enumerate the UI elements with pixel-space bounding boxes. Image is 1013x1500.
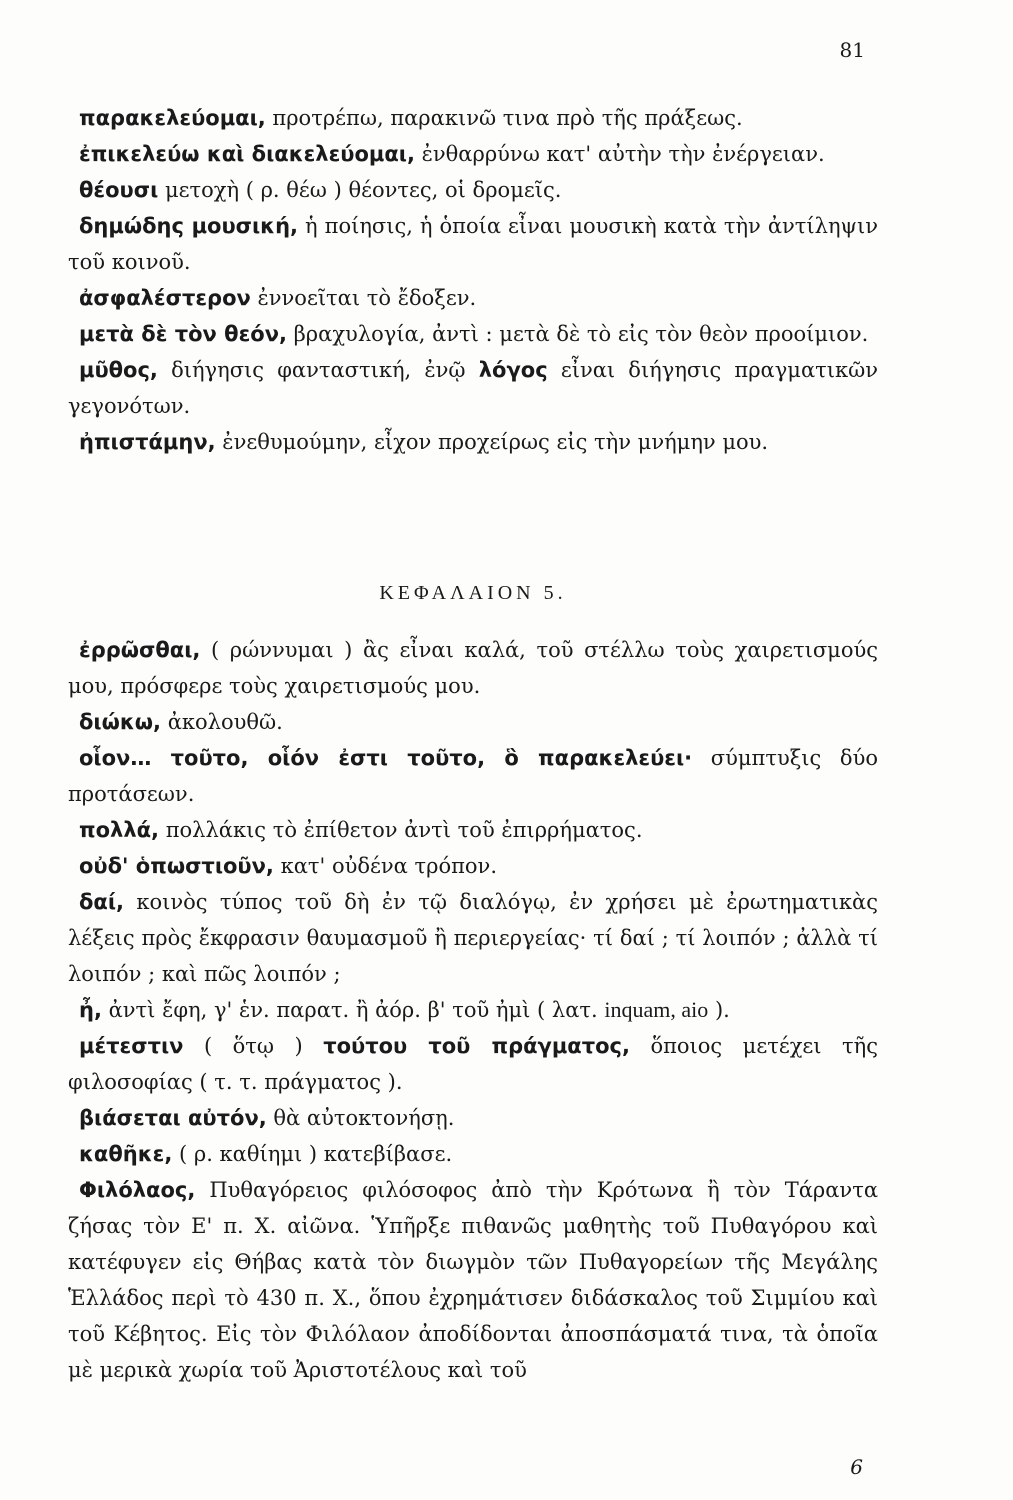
definition: πολλάκις τὸ ἐπίθετον ἀντὶ τοῦ ἐπιρρήματος. bbox=[159, 818, 643, 842]
entry bbox=[68, 992, 878, 1028]
definition: μετοχὴ ( ρ. θέω ) θέοντες, οἱ δρομεῖς. bbox=[158, 178, 562, 202]
lemma: παρακελεύομαι, bbox=[79, 106, 266, 130]
entry bbox=[68, 352, 878, 424]
lemma: ἐρρῶσθαι, bbox=[79, 638, 201, 662]
definition: ( ὅτῳ ) bbox=[183, 1034, 324, 1058]
definition: βραχυλογία, ἀντὶ : μετὰ δὲ τὸ εἰς τὸν θεὸν προοίμιον. bbox=[286, 322, 869, 346]
entry bbox=[68, 740, 878, 812]
lemma: ἦ, bbox=[79, 998, 102, 1022]
entry bbox=[68, 848, 878, 884]
lemma: λόγος bbox=[478, 358, 548, 382]
lemma: πολλά, bbox=[79, 818, 160, 842]
entry bbox=[68, 208, 878, 280]
definition: ). bbox=[708, 998, 730, 1022]
definition: σύμπτυξις δύο προτάσεων. bbox=[68, 746, 878, 806]
entry bbox=[68, 100, 878, 136]
definition: ἐννοεῖται τὸ ἔδοξεν. bbox=[250, 286, 477, 310]
lemma: δαί, bbox=[79, 890, 125, 914]
lemma: βιάσεται αὐτόν, bbox=[79, 1106, 267, 1130]
lemma: ἐπικελεύω καὶ διακελεύομαι, bbox=[79, 142, 415, 166]
signature-mark: 6 bbox=[850, 1455, 863, 1479]
definition: κοινὸς τύπος τοῦ δὴ ἐν τῷ διαλόγῳ, ἐν χρήσει μὲ ἐρωτηματικὰς λέξεις πρὸς ἔκφρασιν θαυμασμοῦ ἢ περιεργείας· τί δαί ; τί λοιπόν ; ἀλλὰ τί λοιπόν ; καὶ πῶς λοιπόν ; bbox=[68, 890, 878, 986]
lemma: μετὰ δὲ τὸν θεόν, bbox=[79, 322, 287, 346]
definition: ἀκολουθῶ. bbox=[161, 710, 283, 734]
lemma: δημώδης μουσική, bbox=[79, 214, 299, 238]
entry bbox=[68, 316, 878, 352]
definition: ἐνθαρρύνω κατ' αὐτὴν τὴν ἐνέργειαν. bbox=[414, 142, 825, 166]
latin-gloss: inquam, aio bbox=[604, 997, 709, 1022]
entry bbox=[68, 632, 878, 704]
lemma: οὐδ' ὁπωστιοῦν, bbox=[79, 854, 274, 878]
chapter-heading: ΚΕΦΑΛΑΙΟΝ 5. bbox=[379, 582, 567, 604]
definition: ἀντὶ ἔφη, γ' ἑν. παρατ. ἢ ἀόρ. β' τοῦ ἠμὶ ( λατ. bbox=[101, 998, 605, 1022]
lemma: θέουσι bbox=[79, 178, 159, 202]
definition: εἶναι διήγησις πραγματικῶν γεγονότων. bbox=[68, 358, 878, 418]
definition: ὅποιος μετέχει τῆς φιλοσοφίας ( τ. τ. πράγματος ). bbox=[68, 1034, 878, 1094]
entry bbox=[68, 1028, 878, 1100]
entry bbox=[68, 884, 878, 992]
lemma: τούτου τοῦ πράγματος, bbox=[323, 1034, 630, 1058]
lemma: Φιλόλαος, bbox=[79, 1178, 196, 1202]
definition: κατ' οὐδένα τρόπον. bbox=[273, 854, 498, 878]
definition: θὰ αὐτοκτονήσῃ. bbox=[266, 1106, 455, 1130]
definition: ἐνεθυμούμην, εἶχον προχείρως εἰς τὴν μνήμην μου. bbox=[215, 430, 769, 454]
lemma: μῦθος, bbox=[79, 358, 158, 382]
definition: ( ρώννυμαι ) ἂς εἶναι καλά, τοῦ στέλλω τοὺς χαιρετισμούς μου, πρόσφερε τοὺς χαιρετισμούς μου. bbox=[68, 638, 878, 698]
definition: ἡ ποίησις, ἡ ὁποία εἶναι μουσικὴ κατὰ τὴν ἀντίληψιν τοῦ κοινοῦ. bbox=[68, 214, 878, 274]
entry bbox=[68, 1136, 878, 1172]
entry bbox=[68, 172, 878, 208]
lemma: καθῆκε, bbox=[79, 1142, 173, 1166]
entry bbox=[68, 136, 878, 172]
lemma: μέτεστιν bbox=[79, 1034, 184, 1058]
lemma: διώκω, bbox=[79, 710, 162, 734]
entry bbox=[68, 1100, 878, 1136]
entry bbox=[68, 424, 878, 460]
page-number: 81 bbox=[839, 38, 865, 62]
lemma: ἠπιστάμην, bbox=[79, 430, 216, 454]
definition: Πυθαγόρειος φιλόσοφος ἀπὸ τὴν Κρότωνα ἢ τὸν Τάραντα ζήσας τὸν Ε' π. Χ. αἰῶνα. Ὑπῆρξε πιθανῶς μαθητὴς τοῦ Πυθαγόρου καὶ κατέφυγεν εἰς Θήβας κατὰ τὸν διωγμὸν τῶν Πυθαγορείων τῆς Μεγάλης Ἑλλάδος περὶ τὸ 430 π. Χ., ὅπου ἐχρημάτισεν διδάσκαλος τοῦ Σιμμίου καὶ τοῦ Κέβητος. Εἰς τὸν Φιλόλαον ἀποδίδονται ἀποσπάσματά τινα, τὰ ὁποῖα μὲ μερικὰ χωρία τοῦ Ἀριστοτέλους καὶ τοῦ bbox=[68, 1178, 878, 1382]
lemma: ἀσφαλέστερον bbox=[79, 286, 251, 310]
definition: ( ρ. καθίημι ) κατεβίβασε. bbox=[172, 1142, 453, 1166]
definition: προτρέπω, παρακινῶ τινα πρὸ τῆς πράξεως. bbox=[265, 106, 743, 130]
entry bbox=[68, 704, 878, 740]
entry bbox=[68, 812, 878, 848]
glossary-top bbox=[68, 100, 878, 460]
definition: διήγησις φανταστική, ἐνῷ bbox=[157, 358, 479, 382]
entry bbox=[68, 1172, 878, 1388]
entry bbox=[68, 280, 878, 316]
glossary-chapter bbox=[68, 632, 878, 1388]
lemma: οἷον… τοῦτο, οἷόν ἐστι τοῦτο, ὃ παρακελεύει· bbox=[79, 746, 693, 770]
